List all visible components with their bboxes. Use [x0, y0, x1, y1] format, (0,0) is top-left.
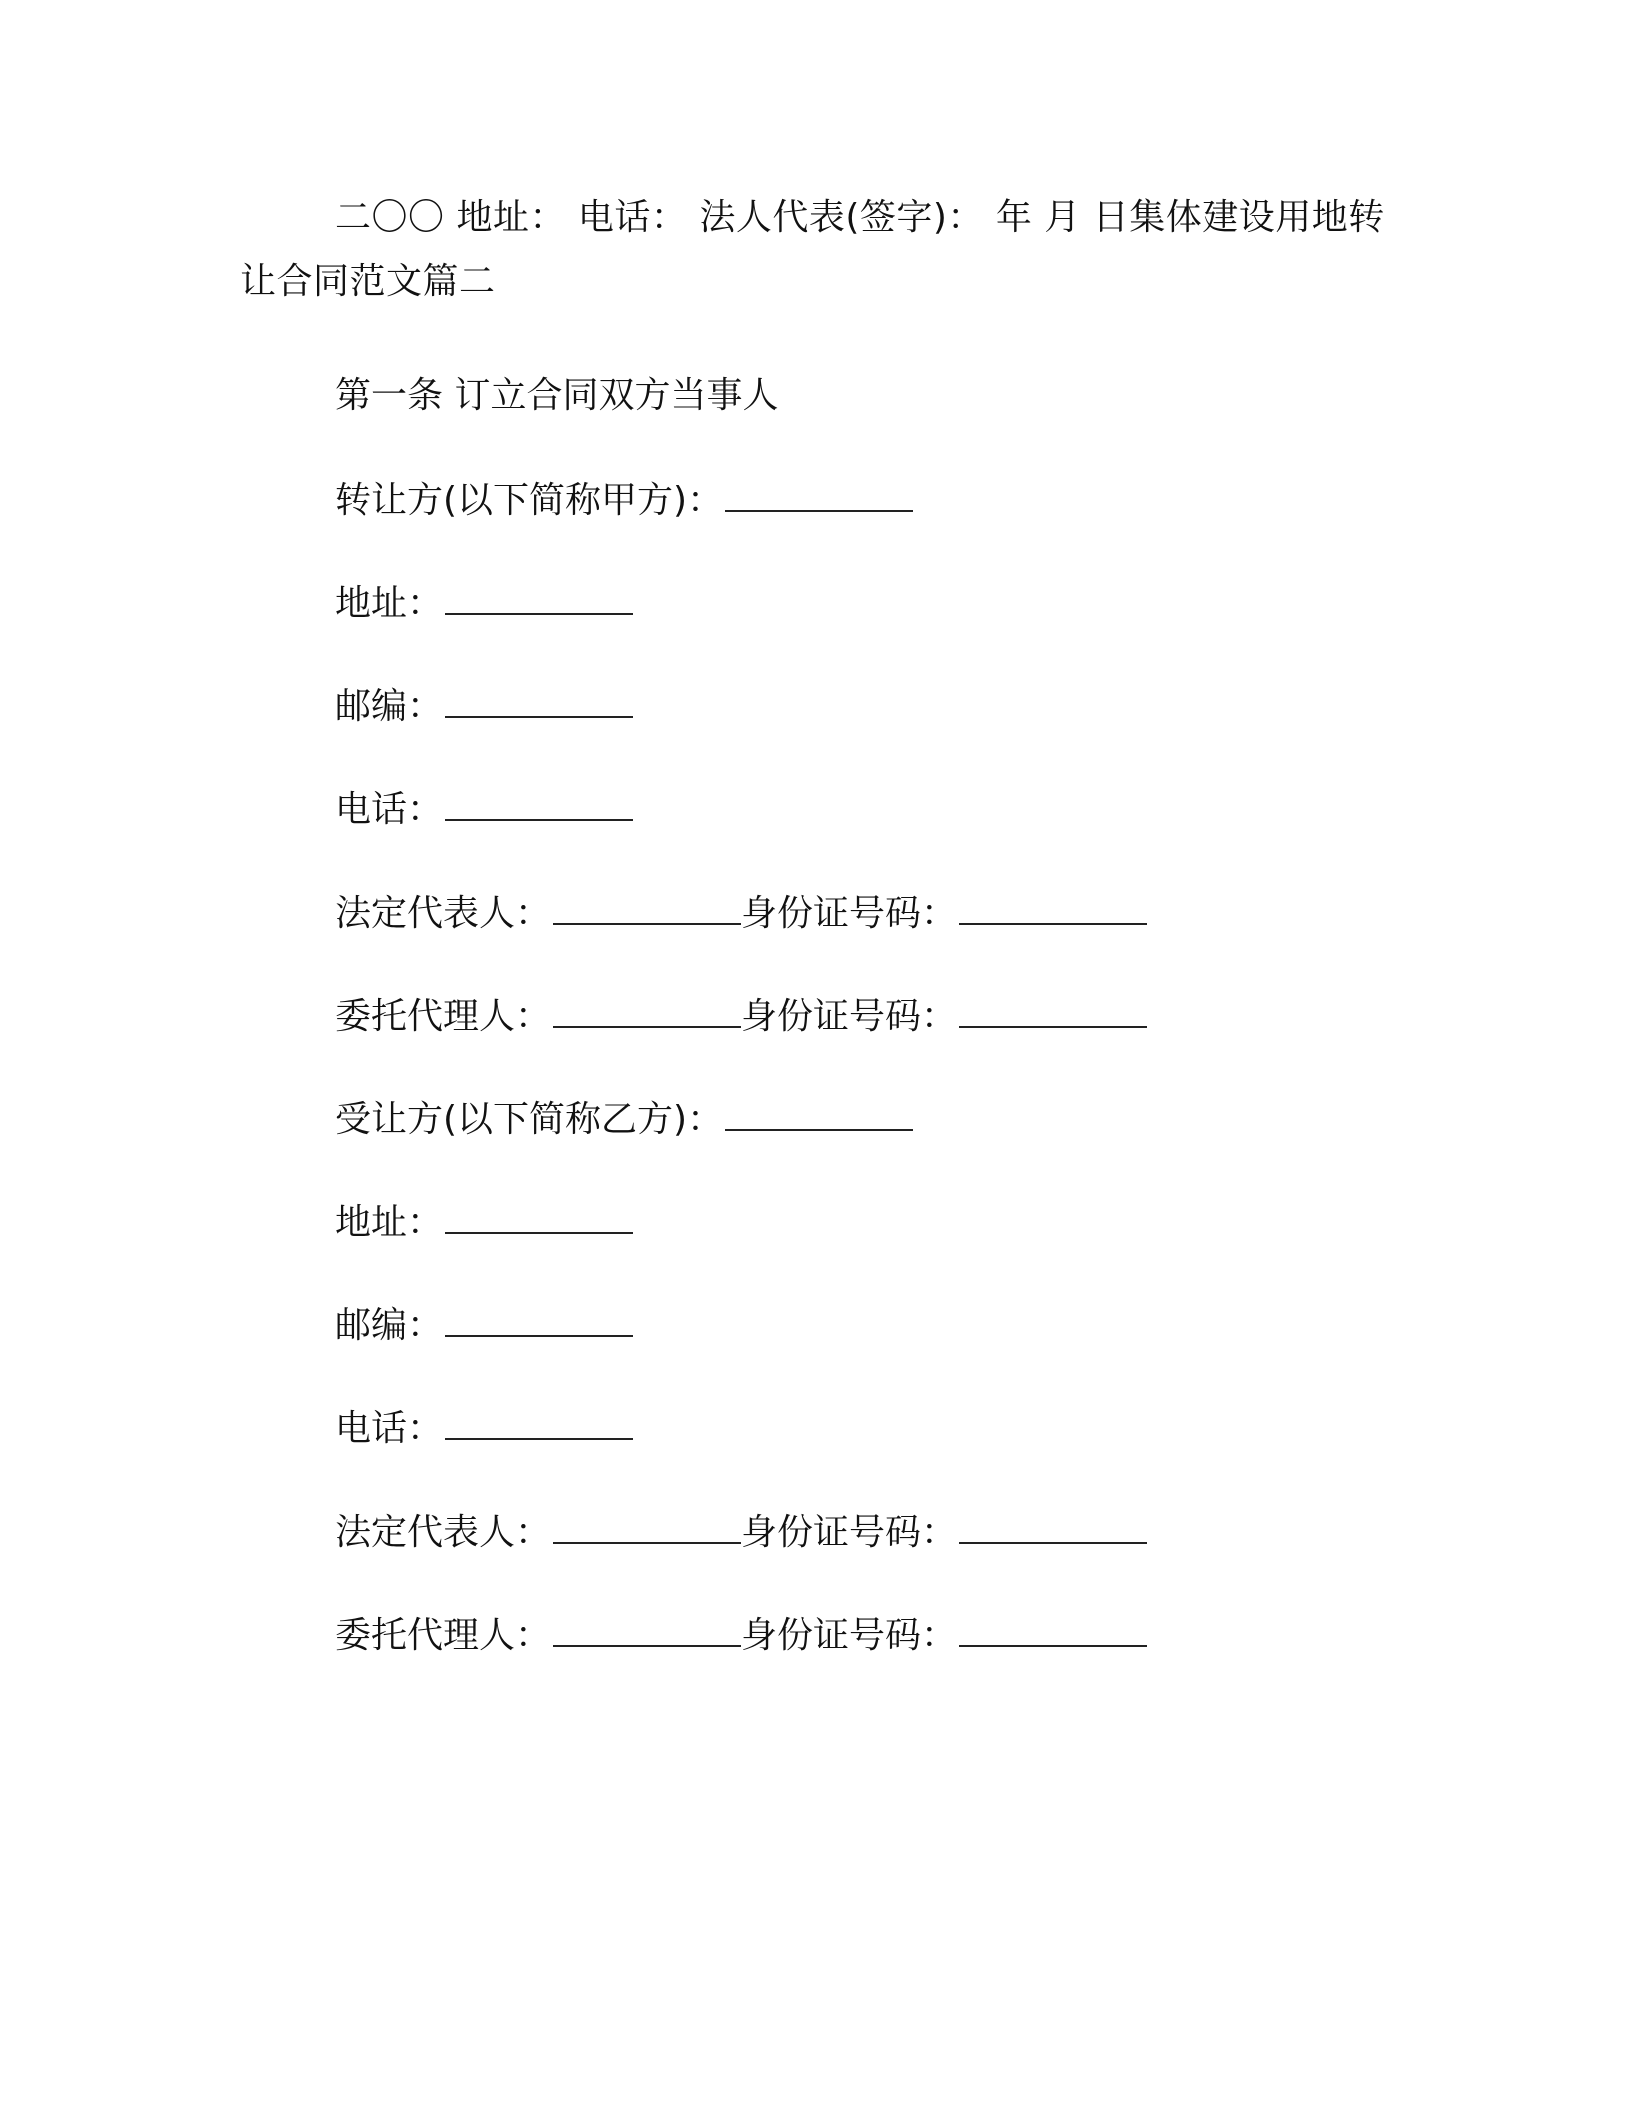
transferor-agent-label: 委托代理人：	[335, 996, 552, 1037]
transferor-agent-row	[335, 993, 1147, 1041]
transferee-legal-rep-blank[interactable]	[553, 1512, 741, 1544]
transferor-agent-blank[interactable]	[553, 996, 741, 1028]
transferee-name-blank[interactable]	[725, 1099, 913, 1131]
transferor-address-label: 地址：	[335, 583, 444, 624]
transferee-postcode-row	[335, 1302, 633, 1350]
transferor-legal-rep-id-label: 身份证号码：	[741, 893, 958, 934]
transferor-legal-rep-id-blank[interactable]	[959, 893, 1147, 925]
transferor-address-row	[335, 580, 633, 628]
transferee-agent-id-blank[interactable]	[959, 1615, 1147, 1647]
transferor-agent-id-label: 身份证号码：	[741, 996, 958, 1037]
transferee-legal-rep-row	[335, 1509, 1147, 1557]
transferee-address-blank[interactable]	[445, 1202, 633, 1234]
intro-text: 二〇〇 地址： 电话： 法人代表(签字)： 年 月 日集体建设用地转让合同范文篇二	[240, 197, 1385, 302]
transferee-phone-label: 电话：	[335, 1408, 444, 1449]
transferee-heading: 受让方(以下简称乙方)：	[335, 1099, 724, 1140]
transferor-phone-blank[interactable]	[445, 789, 633, 821]
transferor-legal-rep-row	[335, 890, 1147, 938]
transferee-legal-rep-id-label: 身份证号码：	[741, 1512, 958, 1553]
transferee-legal-rep-label: 法定代表人：	[335, 1512, 552, 1553]
intro-paragraph	[240, 186, 1390, 314]
transferee-phone-row	[335, 1405, 633, 1453]
transferor-address-blank[interactable]	[445, 583, 633, 615]
transferee-postcode-blank[interactable]	[445, 1305, 633, 1337]
transferor-phone-row	[335, 786, 633, 834]
transferor-name-blank[interactable]	[725, 480, 913, 512]
transferor-postcode-blank[interactable]	[445, 686, 633, 718]
article-title: 第一条 订立合同双方当事人	[335, 375, 779, 416]
transferor-legal-rep-blank[interactable]	[553, 893, 741, 925]
transferee-address-label: 地址：	[335, 1202, 444, 1243]
transferor-agent-id-blank[interactable]	[959, 996, 1147, 1028]
transferor-legal-rep-label: 法定代表人：	[335, 893, 552, 934]
transferor-postcode-label: 邮编：	[335, 686, 444, 727]
transferee-agent-blank[interactable]	[553, 1615, 741, 1647]
transferee-legal-rep-id-blank[interactable]	[959, 1512, 1147, 1544]
transferee-agent-label: 委托代理人：	[335, 1615, 552, 1656]
transferor-heading: 转让方(以下简称甲方)：	[335, 480, 724, 521]
transferor-phone-label: 电话：	[335, 789, 444, 830]
transferee-agent-id-label: 身份证号码：	[741, 1615, 958, 1656]
transferor-postcode-row	[335, 683, 633, 731]
transferee-address-row	[335, 1199, 633, 1247]
transferor-heading-row	[335, 477, 913, 525]
transferee-heading-row	[335, 1096, 913, 1144]
transferee-phone-blank[interactable]	[445, 1408, 633, 1440]
transferee-postcode-label: 邮编：	[335, 1305, 444, 1346]
transferee-agent-row	[335, 1612, 1147, 1660]
